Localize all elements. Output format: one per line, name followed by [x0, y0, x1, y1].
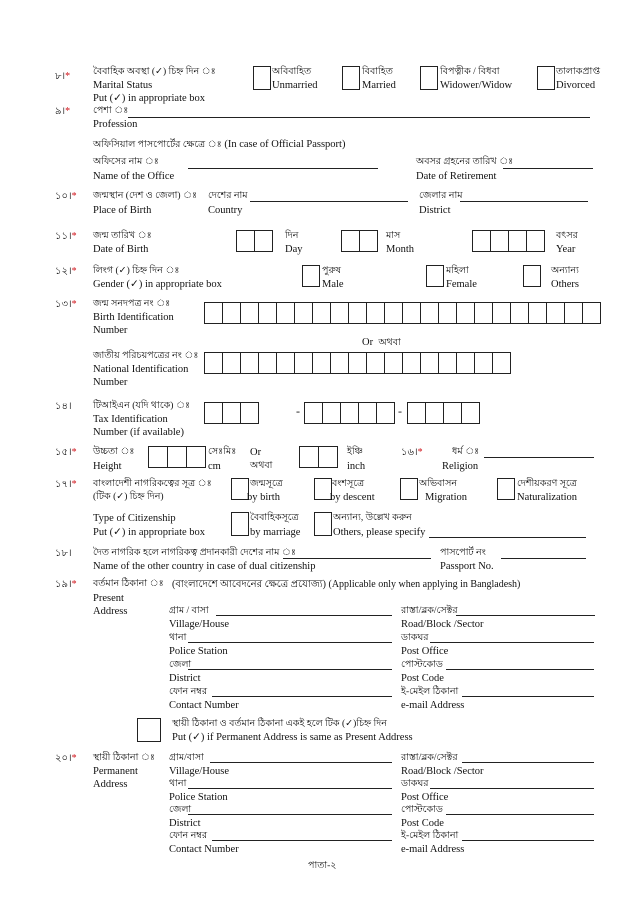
present-post-office-field[interactable] — [430, 642, 594, 643]
perm-email-label: e-mail Address — [401, 844, 465, 855]
perm-contact-label: Contact Number — [169, 844, 239, 855]
present-email-field[interactable] — [462, 696, 594, 697]
dob-month-boxes[interactable] — [341, 230, 378, 252]
permanent-district-field[interactable] — [188, 814, 392, 815]
widow-label: Widower/Widow — [440, 80, 513, 91]
same-address-checkbox[interactable] — [137, 718, 161, 742]
district-label-bn: জেলা — [169, 660, 192, 670]
birth-place-label: Place of Birth — [93, 205, 152, 216]
permanent-post-code-field[interactable] — [446, 814, 594, 815]
present-post-code-field[interactable] — [446, 669, 594, 670]
perm-contact-label-bn: ফোন নম্বর — [169, 831, 208, 841]
widow-checkbox[interactable] — [420, 66, 438, 90]
present-road-field[interactable] — [456, 615, 595, 616]
migration-checkbox[interactable] — [400, 478, 418, 500]
others-specify-field[interactable] — [429, 537, 586, 538]
post-code-label-bn: পোস্টকোড — [401, 660, 443, 670]
month-label-bn: মাস — [386, 231, 401, 241]
inch-label-bn: ইঞ্চি — [347, 447, 363, 457]
or-label-bn: অথবা — [250, 461, 273, 471]
by-marriage-checkbox[interactable] — [231, 512, 249, 536]
item-number-17: ১৭।* — [55, 479, 77, 490]
marital-status-hint: Put (✓) in appropriate box — [93, 93, 206, 104]
gender-label-bn: লিংগ (✓) চিহ্ন দিন ঃ — [93, 266, 180, 276]
naturalization-label: Naturalization — [517, 492, 578, 503]
unmarried-checkbox[interactable] — [253, 66, 271, 90]
dual-country-label: Name of the other country in case of dual citizenship — [93, 561, 316, 572]
page-number: পাতা-২ — [308, 861, 337, 871]
item-number-20: ২০।* — [55, 753, 77, 764]
post-code-label: Post Code — [401, 673, 444, 684]
permanent-email-field[interactable] — [462, 840, 594, 841]
item-number-12: ১২।* — [55, 266, 77, 277]
by-marriage-label: by marriage — [250, 527, 301, 538]
dual-country-field[interactable] — [283, 558, 431, 559]
official-passport-label: (In case of Official Passport) — [224, 139, 346, 150]
naturalization-label-bn: দেশীয়করণ সূত্রে — [517, 479, 577, 489]
perm-district-label-bn: জেলা — [169, 805, 192, 815]
district-label: District — [169, 673, 201, 684]
present-address-note: (বাংলাদেশে আবেদনের ক্ষেত্রে প্রযোজ্য) (Applicable only when applying in Bangladesh) — [172, 579, 521, 590]
citizenship-type-label: Type of Citizenship — [93, 513, 176, 524]
day-label-bn: দিন — [285, 231, 299, 241]
dob-label: Date of Birth — [93, 244, 149, 255]
item-number-13: ১৩।* — [55, 299, 77, 310]
office-name-label: Name of the Office — [93, 171, 175, 182]
others-specify-label-bn: অন্যান্য, উল্লেখ করুন — [333, 513, 412, 523]
by-birth-label: by birth — [247, 492, 280, 503]
post-office-label: Post Office — [401, 646, 449, 657]
retirement-date-field[interactable] — [503, 168, 593, 169]
item-number-19: ১৯।* — [55, 579, 77, 590]
religion-label: Religion — [442, 461, 479, 472]
same-address-label: Put (✓) if Permanent Address is same as Present Address — [172, 732, 413, 743]
migration-label: Migration — [425, 492, 467, 503]
marital-status-label-bn: বৈবাহিক অবস্থা (✓) চিহ্ন দিন ঃ — [93, 67, 216, 77]
by-descent-label-bn: বংশসূত্রে — [332, 479, 365, 489]
tin-label: Tax Identification — [93, 414, 168, 425]
nid-label-number: Number — [93, 377, 128, 388]
perm-post-code-label-bn: পোস্টকোড — [401, 805, 443, 815]
religion-field[interactable] — [484, 457, 594, 458]
citizenship-hint-bn: (টিক (✓) চিহ্ন দিন) — [93, 492, 164, 502]
email-label-bn: ই-মেইল ঠিকানা — [401, 687, 459, 697]
police-station-label: Police Station — [169, 646, 228, 657]
perm-road-label-bn: রাস্তা/ব্লক/সেক্টর — [401, 753, 458, 763]
male-label-bn: পুরুষ — [322, 266, 341, 276]
others-checkbox[interactable] — [523, 265, 541, 287]
perm-village-label: Village/House — [169, 766, 230, 777]
married-label-bn: বিবাহিত — [362, 67, 393, 77]
permanent-address-label-bn: স্থায়ী ঠিকানা ঃ — [93, 753, 155, 763]
birth-id-label-bn: জন্ম সনদপত্র নং ঃ — [93, 299, 171, 309]
divorced-checkbox[interactable] — [537, 66, 555, 90]
profession-field[interactable] — [128, 117, 590, 118]
profession-label-bn: পেশা ঃ — [93, 106, 129, 116]
nid-boxes[interactable] — [204, 352, 511, 374]
official-passport-label-bn: অফিসিয়াল পাসপোর্টের ক্ষেত্রে ঃ — [93, 140, 222, 150]
year-label: Year — [556, 244, 576, 255]
gender-label: Gender (✓) in appropriate box — [93, 279, 222, 290]
others-specify-label: Others, please specify — [333, 527, 426, 538]
month-label: Month — [386, 244, 415, 255]
cm-label-bn: সেঃমিঃ — [208, 447, 237, 457]
tin-label-note: Number (if available) — [93, 427, 184, 438]
nid-label-bn: জাতীয় পরিচয়পত্রের নং ঃ — [93, 351, 199, 361]
dual-country-label-bn: দৈত নাগরিক হলে নাগরিকত্ব প্রদানকারী দেশের নাম ঃ — [93, 548, 296, 558]
road-label: Road/Block /Sector — [401, 619, 484, 630]
others-label-bn: অন্যান্য — [551, 266, 579, 276]
tin-label-bn: টিআইএন (যদি থাকে) ঃ — [93, 401, 191, 411]
widow-label-bn: বিপত্নীক / বিধবা — [440, 67, 500, 77]
birth-place-label-bn: জন্মস্থান (দেশ ও জেলা) ঃ — [93, 191, 198, 201]
perm-post-code-label: Post Code — [401, 818, 444, 829]
post-office-label-bn: ডাকঘর — [401, 633, 429, 643]
road-label-bn: রাস্তা/ব্লক/সেক্টর — [401, 606, 458, 616]
passport-no-label: Passport No. — [440, 561, 494, 572]
others-label: Others — [551, 279, 579, 290]
email-label: e-mail Address — [401, 700, 465, 711]
dob-day-boxes[interactable] — [236, 230, 273, 252]
birth-id-boxes[interactable] — [204, 302, 601, 324]
permanent-road-field[interactable] — [462, 762, 594, 763]
present-district-field[interactable] — [188, 669, 392, 670]
dob-year-boxes[interactable] — [472, 230, 545, 252]
female-label: Female — [446, 279, 477, 290]
perm-post-office-label: Post Office — [401, 792, 449, 803]
citizenship-type-hint: Put (✓) in appropriate box — [93, 527, 206, 538]
present-address-label: Present — [93, 593, 124, 604]
male-label: Male — [322, 279, 344, 290]
by-birth-label-bn: জন্মসূত্রে — [250, 479, 283, 489]
female-label-bn: মহিলা — [446, 266, 469, 276]
birth-country-field[interactable] — [250, 201, 408, 202]
birth-id-label: Birth Identification — [93, 312, 174, 323]
others-specify-checkbox[interactable] — [314, 512, 332, 536]
perm-police-station-label: Police Station — [169, 792, 228, 803]
inch-label: inch — [347, 461, 366, 472]
citizenship-source-label-bn: বাংলাদেশী নাগরিকত্বের সূত্র ঃ — [93, 479, 212, 489]
year-label-bn: বৎসর — [556, 231, 578, 241]
permanent-address-label: Permanent — [93, 766, 138, 777]
office-name-label-bn: অফিসের নাম ঃ — [93, 157, 159, 167]
day-label: Day — [285, 244, 303, 255]
or-label-bn: অথবা — [378, 338, 401, 348]
item-number-16: ১৬।* — [401, 447, 423, 458]
unmarried-label-bn: অবিবাহিত — [272, 67, 312, 77]
present-contact-field[interactable] — [212, 696, 392, 697]
tin-boxes-2[interactable] — [304, 402, 395, 424]
or-label: Or — [362, 337, 374, 348]
height-inch-boxes[interactable] — [299, 446, 338, 468]
police-station-label-bn: থানা — [169, 633, 187, 643]
contact-number-label: Contact Number — [169, 700, 239, 711]
divorced-label-bn: তালাকপ্রাপ্ত — [556, 67, 601, 77]
dob-label-bn: জন্ম তারিখ ঃ — [93, 231, 152, 241]
tin-separator-1: - — [296, 404, 300, 418]
item-number-11: ১১।* — [55, 231, 77, 242]
country-label: Country — [208, 205, 243, 216]
item-number-15: ১৫।* — [55, 447, 77, 458]
passport-no-field[interactable] — [501, 558, 586, 559]
perm-email-label-bn: ই-মেইল ঠিকানা — [401, 831, 459, 841]
present-address-label-bn: বর্তমান ঠিকানা ঃ — [93, 579, 164, 589]
country-label-bn: দেশের নাম — [208, 191, 248, 201]
height-cm-boxes[interactable] — [148, 446, 206, 468]
marital-status-label: Marital Status — [93, 80, 153, 91]
item-number-10: ১০।* — [55, 191, 77, 202]
height-label: Height — [93, 461, 122, 472]
or-label: Or — [250, 447, 262, 458]
permanent-village-field[interactable] — [210, 762, 392, 763]
male-checkbox[interactable] — [302, 265, 320, 287]
perm-post-office-label-bn: ডাকঘর — [401, 779, 429, 789]
village-label-bn: গ্রাম / বাসা — [169, 606, 209, 616]
item-number-18: ১৮। — [55, 548, 72, 559]
permanent-contact-field[interactable] — [212, 840, 392, 841]
female-checkbox[interactable] — [426, 265, 444, 287]
permanent-police-station-field[interactable] — [188, 788, 392, 789]
nid-label: National Identification — [93, 364, 189, 375]
divorced-label: Divorced — [556, 80, 596, 91]
permanent-post-office-field[interactable] — [430, 788, 594, 789]
perm-village-label-bn: গ্রাম/বাসা — [169, 753, 204, 763]
item-number-9: ৯।* — [55, 106, 71, 117]
perm-district-label: District — [169, 818, 201, 829]
naturalization-checkbox[interactable] — [497, 478, 515, 500]
perm-road-label: Road/Block /Sector — [401, 766, 484, 777]
perm-police-station-label-bn: থানা — [169, 779, 187, 789]
district-label: District — [419, 205, 451, 216]
contact-number-label-bn: ফোন নম্বর — [169, 687, 208, 697]
item-number-8: ৮।* — [55, 71, 71, 82]
tin-boxes-1[interactable] — [204, 402, 259, 424]
height-label-bn: উচ্চতা ঃ — [93, 447, 135, 457]
religion-label-bn: ধর্ম ঃ — [452, 447, 480, 457]
present-police-station-field[interactable] — [188, 642, 392, 643]
birth-district-field[interactable] — [460, 201, 588, 202]
profession-label: Profession — [93, 119, 138, 130]
by-marriage-label-bn: বৈবাহিকসূত্রে — [250, 513, 299, 523]
birth-id-label-number: Number — [93, 325, 128, 336]
permanent-address-label-2: Address — [93, 779, 128, 790]
village-label: Village/House — [169, 619, 230, 630]
present-village-field[interactable] — [216, 615, 392, 616]
migration-label-bn: অভিবাসন — [419, 479, 458, 489]
cm-label: cm — [208, 461, 221, 472]
by-descent-label: by descent — [330, 492, 375, 503]
tin-separator-2: - — [398, 404, 402, 418]
retirement-date-label-bn: অবসর গ্রহনের তারিখ ঃ — [416, 157, 514, 167]
passport-no-label-bn: পাসপোর্ট নং — [440, 548, 486, 558]
unmarried-label: Unmarried — [272, 80, 318, 91]
married-label: Married — [362, 80, 396, 91]
item-number-14: ১৪। — [55, 401, 72, 412]
retirement-date-label: Date of Retirement — [416, 171, 497, 182]
married-checkbox[interactable] — [342, 66, 360, 90]
office-name-field[interactable] — [188, 168, 378, 169]
district-label-bn: জেলার নাম — [419, 191, 463, 201]
present-address-label-2: Address — [93, 606, 128, 617]
same-address-label-bn: স্থায়ী ঠিকানা ও বর্তমান ঠিকানা একই হলে টিক (✓)চিহ্ন দিন — [172, 719, 387, 729]
tin-boxes-3[interactable] — [407, 402, 480, 424]
